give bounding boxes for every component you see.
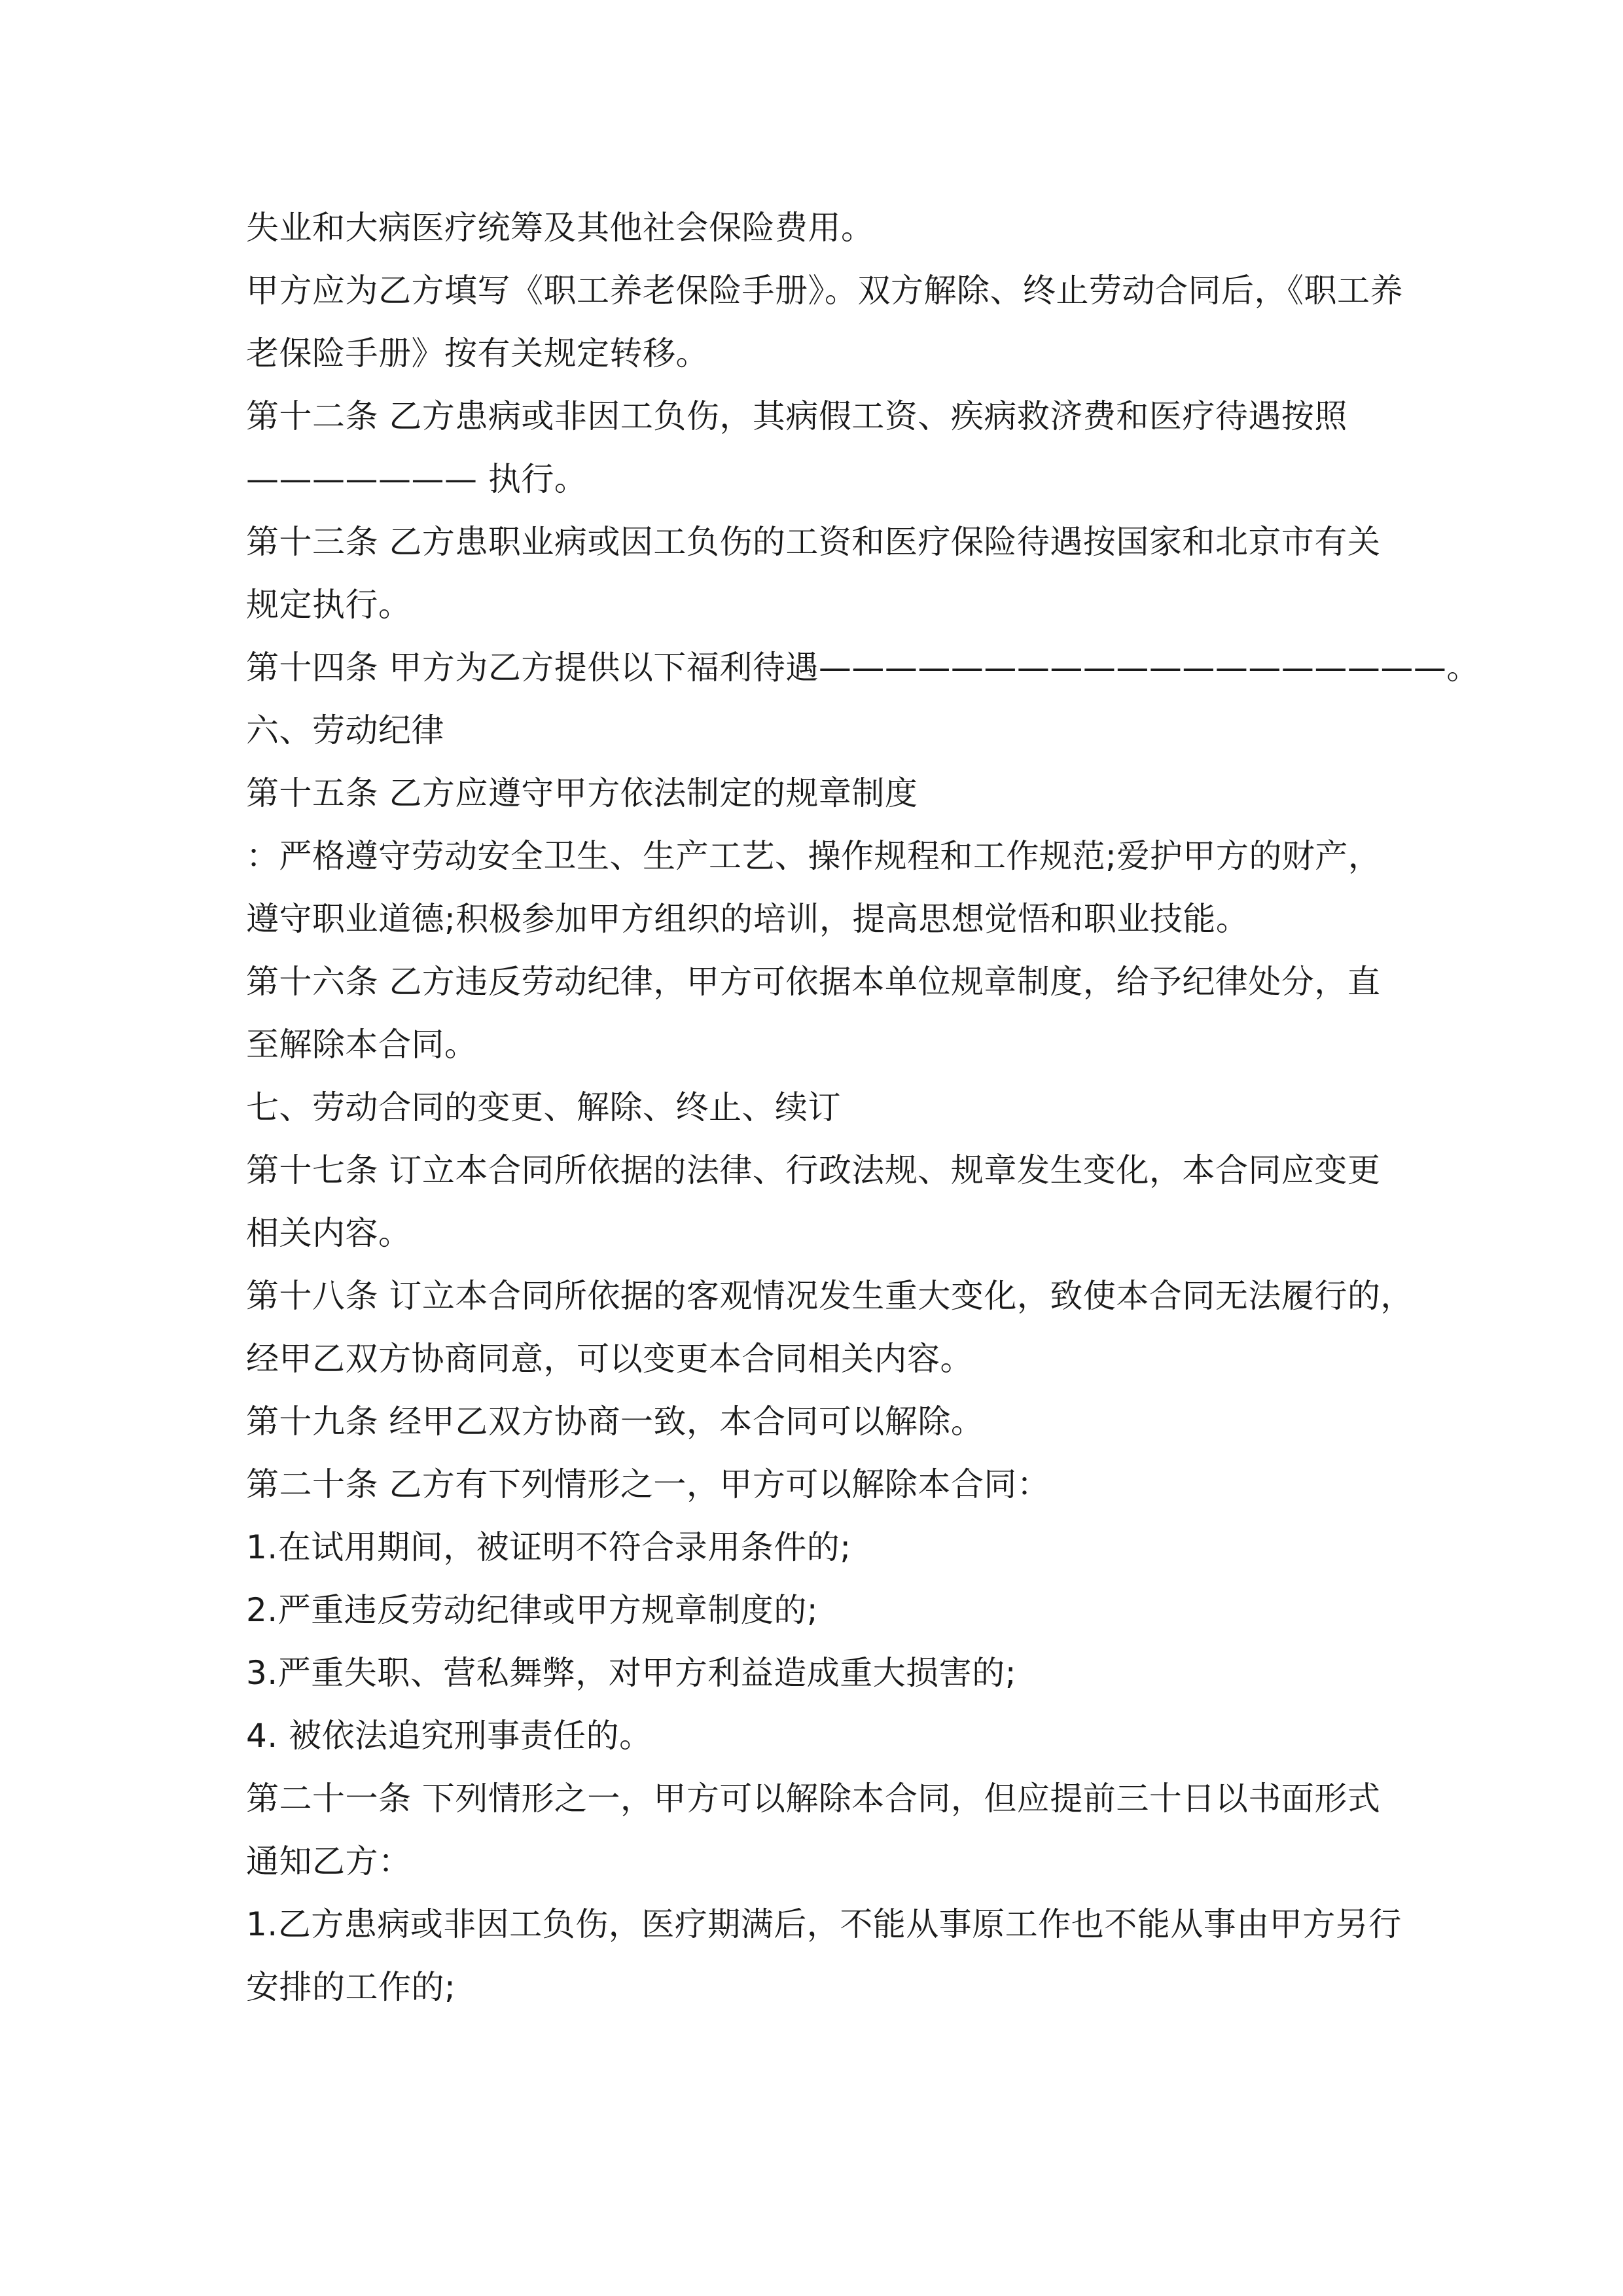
text-line: 第二十条 乙方有下列情形之一，甲方可以解除本合同：	[246, 1465, 1050, 1503]
text-line: 通知乙方：	[246, 1842, 412, 1880]
text-line: 第十八条 订立本合同所依据的客观情况发生重大变化，致使本合同无法履行的，	[246, 1277, 1414, 1315]
text-line: 安排的工作的;	[246, 1968, 456, 2006]
text-line: 第十六条 乙方违反劳动纪律，甲方可依据本单位规章制度，给予纪律处分，直	[246, 963, 1381, 1001]
list-item: 3.严重失职、营私舞弊，对甲方利益造成重大损害的;	[246, 1654, 1017, 1692]
text-line: 第十九条 经甲乙双方协商一致，本合同可以解除。	[246, 1403, 984, 1441]
section-heading: 七、劳动合同的变更、解除、终止、续订	[246, 1088, 841, 1126]
list-item: 2.严重违反劳动纪律或甲方规章制度的;	[246, 1591, 819, 1629]
text-line: 第十三条 乙方患职业病或因工负伤的工资和医疗保险待遇按国家和北京市有关	[246, 523, 1381, 561]
section-heading: 六、劳动纪律	[246, 711, 444, 749]
text-line: 至解除本合同。	[246, 1026, 478, 1064]
text-line: 第二十一条 下列情形之一，甲方可以解除本合同，但应提前三十日以书面形式	[246, 1780, 1381, 1818]
text-line: 第十二条 乙方患病或非因工负伤，其病假工资、疾病救济费和医疗待遇按照	[246, 397, 1347, 435]
text-line: 甲方应为乙方填写《职工养老保险手册》。双方解除、终止劳动合同后，《职工养	[246, 272, 1403, 310]
text-line: 遵守职业道德;积极参加甲方组织的培训，提高思想觉悟和职业技能。	[246, 900, 1249, 938]
text-line: 老保险手册》按有关规定转移。	[246, 334, 709, 372]
list-item: 4. 被依法追究刑事责任的。	[246, 1717, 652, 1755]
document-body	[246, 196, 1480, 2018]
list-item: 1.在试用期间，被证明不符合录用条件的;	[246, 1528, 851, 1566]
text-line: 失业和大病医疗统筹及其他社会保险费用。	[246, 209, 874, 247]
text-line: 相关内容。	[246, 1214, 412, 1252]
text-line: 第十四条 甲方为乙方提供以下福利待遇———————————————————。	[246, 649, 1480, 687]
text-line: 规定执行。	[246, 586, 412, 624]
text-line: ：严格遵守劳动安全卫生、生产工艺、操作规程和工作规范;爱护甲方的财产，	[246, 837, 1382, 875]
text-line: 第十七条 订立本合同所依据的法律、行政法规、规章发生变化，本合同应变更	[246, 1151, 1381, 1189]
text-line: ——————— 执行。	[246, 460, 588, 498]
text-line: 经甲乙双方协商同意，可以变更本合同相关内容。	[246, 1340, 973, 1378]
list-item: 1.乙方患病或非因工负伤，医疗期满后，不能从事原工作也不能从事由甲方另行	[246, 1905, 1402, 1943]
text-line: 第十五条 乙方应遵守甲方依法制定的规章制度	[246, 774, 918, 812]
